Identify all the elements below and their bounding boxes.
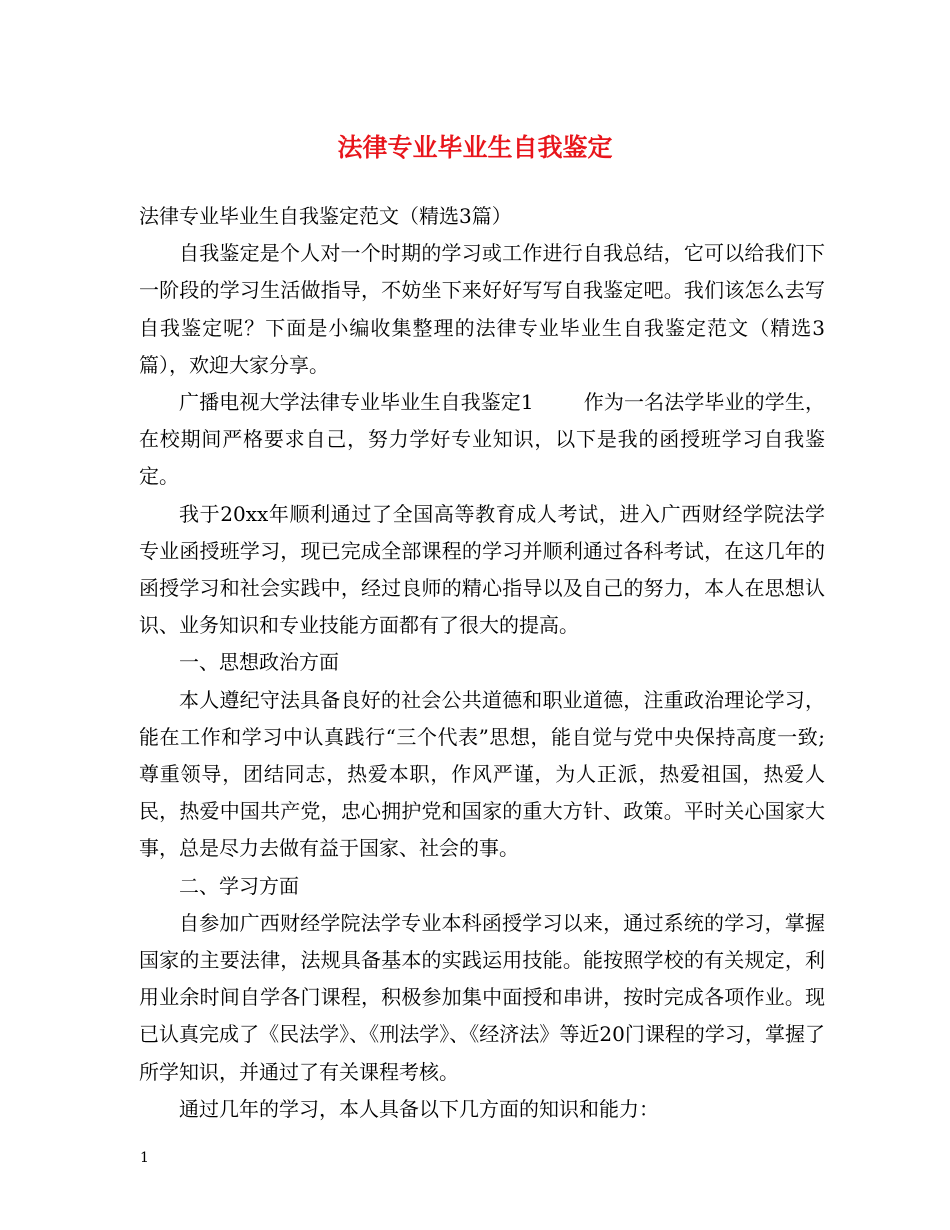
- section-heading-political: 一、思想政治方面: [179, 650, 339, 675]
- background-paragraph: 我于20xx年顺利通过了全国高等教育成人考试，进入广西财经学院法学专业函授班学习，现已完成全部课程的学习并顺利通过各科考试，在这几年的函授学习和社会实践中，经过良师的精心指导以及自己的努力，本人在思想认识、业务知识和专业技能方面都有了很大的提高。: [139, 501, 825, 638]
- section-heading-study: 二、学习方面: [179, 873, 299, 898]
- abilities-intro-paragraph: 通过几年的学习，本人具备以下几方面的知识和能力：: [179, 1096, 659, 1121]
- essay-heading-paragraph: [139, 384, 825, 496]
- page-number: 1: [140, 1150, 149, 1166]
- document-subtitle: 法律专业毕业生自我鉴定范文（精选3篇）: [139, 204, 512, 228]
- essay-opening: 作为一名法学毕业的学生，在校期间严格要求自己，努力学好专业知识，以下是我的函授班学习自我鉴定。: [139, 390, 825, 489]
- document-title: 法律专业毕业生自我鉴定: [337, 133, 613, 162]
- study-paragraph: 自参加广西财经学院法学专业本科函授学习以来，通过系统的学习，掌握国家的主要法律，法规具备基本的实践运用技能。能按照学校的有关规定，利用业余时间自学各门课程，积极参加集中面授和串讲，按时完成各项作业。现已认真完成了《民法学》、《刑法学》、《经济法》等近20门课程的学习，掌握了所学知识，并通过了有关课程考核。: [139, 910, 825, 1084]
- document-body: [139, 198, 825, 1128]
- political-paragraph: 本人遵纪守法具备良好的社会公共道德和职业道德，注重政治理论学习，能在工作和学习中认真践行“三个代表”思想，能自觉与党中央保持高度一致;尊重领导，团结同志，热爱本职，作风严谨，为人正派，热爱祖国，热爱人民，热爱中国共产党，忠心拥护党和国家的重大方针、政策。平时关心国家大事，总是尽力去做有益于国家、社会的事。: [139, 687, 825, 861]
- intro-paragraph: 自我鉴定是个人对一个时期的学习或工作进行自我总结，它可以给我们下一阶段的学习生活做指导，不妨坐下来好好写写自我鉴定吧。我们该怎么去写自我鉴定呢？下面是小编收集整理的法律专业毕业生自我鉴定范文（精选3篇），欢迎大家分享。: [139, 241, 825, 377]
- essay-heading: 广播电视大学法律专业毕业生自我鉴定1: [179, 390, 534, 415]
